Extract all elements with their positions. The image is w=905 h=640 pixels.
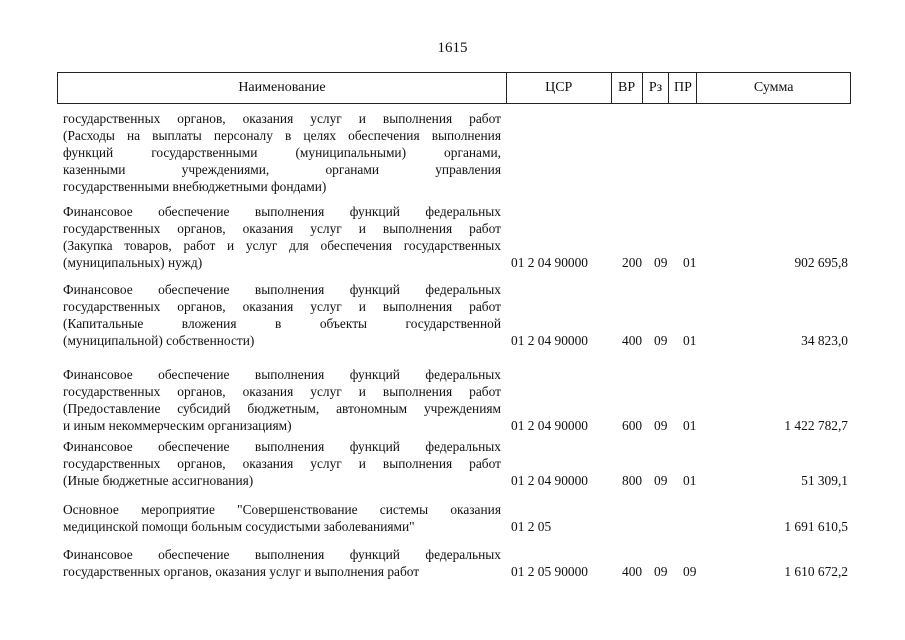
row-name-line: Финансовое обеспечение выполнения функций федеральных [63,439,501,454]
table-header [57,72,851,104]
row-pr: 09 [683,564,697,579]
row-name-line: медицинской помощи больным сосудистыми заболеваниями" [63,519,415,534]
row-name-line: Финансовое обеспечение выполнения функций федеральных [63,204,501,219]
row-name [63,501,501,535]
row-vr: 200 [622,255,643,270]
row-name-line: Финансовое обеспечение выполнения функций федеральных [63,282,501,297]
row-rz: 09 [654,255,668,270]
row-pr: 01 [683,418,697,433]
row-vr: 800 [622,473,643,488]
row-name-line: (Предоставление субсидий бюджетным, автономным учреждениям [63,401,501,416]
header-sum: Сумма [753,80,794,95]
table-row [0,438,905,489]
row-name-line: государственных органов, оказания услуг и выполнения работ [63,299,501,314]
row-name-line: (муниципальных) нужд) [63,255,203,270]
row-name-line: (Иные бюджетные ассигнования) [63,473,254,488]
row-pr: 01 [683,473,697,488]
row-sum: 34 823,0 [801,333,848,348]
row-sum: 51 309,1 [801,473,848,488]
row-name [63,281,501,349]
row-pr: 01 [683,333,697,348]
row-sum: 1 610 672,2 [784,564,848,579]
row-csr: 01 2 05 90000 [511,564,588,579]
row-csr: 01 2 04 90000 [511,333,588,348]
row-name [63,203,501,271]
row-name [63,438,501,489]
row-csr: 01 2 04 90000 [511,418,588,433]
row-vr: 600 [622,418,643,433]
table-row [0,366,905,434]
row-sum: 1 691 610,5 [784,519,848,534]
table-row [0,501,905,535]
row-name-line: государственными внебюджетными фондами) [63,179,327,194]
row-vr: 400 [622,333,643,348]
row-name [63,546,501,580]
row-name-line: Финансовое обеспечение выполнения функций федеральных [63,547,501,562]
row-vr: 400 [622,564,643,579]
row-name-line: государственных органов, оказания услуг и выполнения работ [63,384,501,399]
row-name-line: (Расходы на выплаты персоналу в целях обеспечения выполнения [63,128,501,143]
row-name-line: государственных органов, оказания услуг и выполнения работ [63,111,501,126]
row-name-line: (муниципальной) собственности) [63,333,255,348]
row-sum: 1 422 782,7 [784,418,848,433]
row-rz: 09 [654,418,668,433]
row-name-line: государственных органов, оказания услуг и выполнения работ [63,564,420,579]
row-rz: 09 [654,473,668,488]
row-name-line: казенными учреждениями, органами управления [63,162,501,177]
row-name-line: государственных органов, оказания услуг и выполнения работ [63,221,501,236]
row-name-line: государственных органов, оказания услуг и выполнения работ [63,456,501,471]
row-name [63,110,501,195]
header-csr: ЦСР [507,73,612,103]
header-rz: Рз [643,73,670,103]
row-csr: 01 2 05 [511,519,552,534]
header-name: Наименование [58,73,507,103]
row-name-line: Финансовое обеспечение выполнения функций федеральных [63,367,501,382]
row-name-line: и иным некоммерческим организациям) [63,418,292,433]
table-row [0,110,905,195]
row-name-line: (Капитальные вложения в объекты государственной [63,316,501,331]
row-rz: 09 [654,564,668,579]
row-name-line: Основное мероприятие "Совершенствование системы оказания [63,502,501,517]
row-pr: 01 [683,255,697,270]
table-row [0,281,905,349]
row-rz: 09 [654,333,668,348]
row-name-line: функций государственными (муниципальными) органами, [63,145,501,160]
row-csr: 01 2 04 90000 [511,255,588,270]
header-vr: ВР [612,73,643,103]
header-pr: ПР [669,73,697,103]
row-csr: 01 2 04 90000 [511,473,588,488]
table-row [0,203,905,271]
row-name [63,366,501,434]
table-row [0,546,905,580]
page-number: 1615 [437,40,468,56]
row-sum: 902 695,8 [794,255,848,270]
row-name-line: (Закупка товаров, работ и услуг для обеспечения государственных [63,238,501,253]
